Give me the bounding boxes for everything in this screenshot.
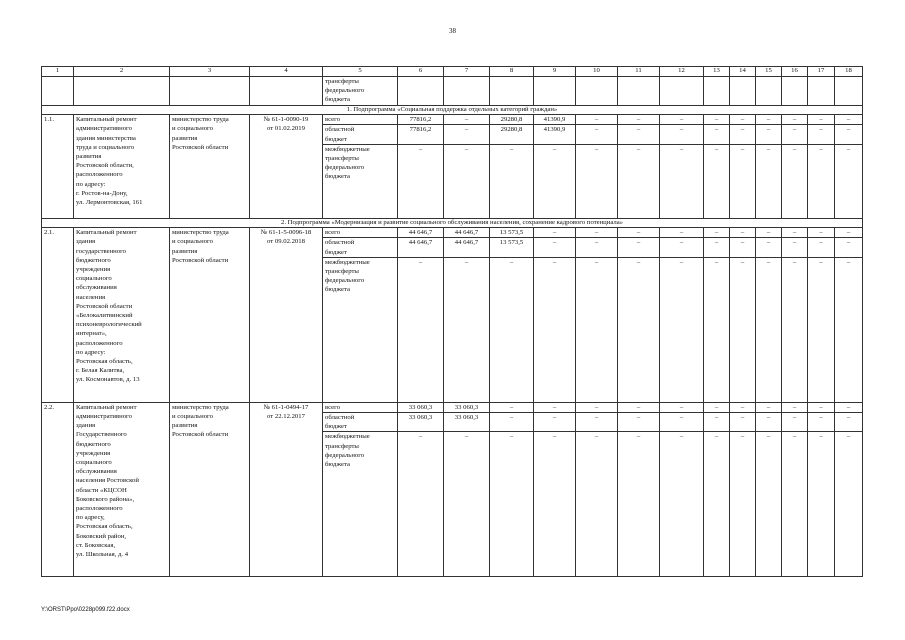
empty-cell — [490, 77, 534, 106]
cell-line: бюджетного — [76, 256, 111, 264]
file-path: Y:\ORST\Ppo\0228p099.f22.docx — [41, 607, 130, 613]
value-cell: – — [534, 413, 576, 432]
value-cell: – — [756, 115, 782, 125]
value-cell: – — [704, 238, 730, 257]
value-cell: – — [835, 402, 863, 412]
cell-line: развития — [172, 134, 198, 142]
value-cell: – — [576, 238, 618, 257]
column-number: 7 — [444, 67, 490, 77]
value-cell: – — [704, 115, 730, 125]
empty-cell — [782, 77, 808, 106]
column-number: 14 — [730, 67, 756, 77]
value-cell: – — [398, 257, 444, 402]
cell-line: расположенного — [76, 505, 123, 513]
value-cell: – — [704, 144, 730, 218]
object-name — [74, 115, 170, 219]
value-cell: – — [490, 432, 534, 577]
cell-line: обслуживания — [76, 284, 117, 292]
item-number: 2.1. — [42, 228, 74, 403]
value-cell: – — [444, 144, 490, 218]
value-cell: – — [576, 144, 618, 218]
cell-line: Капитальный ремонт — [76, 403, 137, 411]
value-cell: – — [660, 115, 704, 125]
value-cell: – — [444, 125, 490, 144]
empty-cell — [576, 77, 618, 106]
header-row — [42, 67, 863, 77]
cell-line: Капитальный ремонт — [76, 229, 137, 237]
cell-line: бюджета — [325, 286, 350, 294]
value-cell: – — [730, 144, 756, 218]
cell-line: социального — [76, 459, 112, 467]
value-cell: – — [576, 402, 618, 412]
cell-line: бюджет — [325, 248, 347, 256]
value-cell: – — [808, 144, 835, 218]
object-name — [74, 228, 170, 403]
item-number: 1.1. — [42, 115, 74, 219]
object-name — [74, 402, 170, 577]
executor — [170, 115, 250, 219]
value-cell: – — [490, 402, 534, 412]
object-row — [42, 115, 863, 125]
value-cell: – — [534, 402, 576, 412]
value-cell: – — [835, 115, 863, 125]
value-cell: – — [576, 115, 618, 125]
cell-line: трансферты — [325, 268, 359, 276]
cell-line: № 61-1-0494-17 — [263, 403, 309, 411]
empty-cell — [756, 77, 782, 106]
value-cell: – — [730, 125, 756, 144]
value-cell: – — [808, 257, 835, 402]
value-cell: – — [444, 115, 490, 125]
value-cell: 29280,8 — [490, 115, 534, 125]
page-number: 38 — [449, 27, 456, 35]
cell-line: областной — [325, 126, 355, 134]
cell-line: «Белокалитвинский — [76, 312, 133, 320]
cell-line: федерального — [325, 164, 365, 172]
empty-cell — [42, 77, 74, 106]
cell-line: межбюджетные — [325, 433, 370, 441]
cell-line: психоневрологический — [76, 321, 142, 329]
value-cell: 13 573,5 — [490, 228, 534, 238]
value-cell: – — [618, 432, 660, 577]
value-cell: – — [835, 228, 863, 238]
column-number: 18 — [835, 67, 863, 77]
cell-line: и социального — [172, 413, 213, 421]
cell-line: бюджета — [325, 96, 350, 104]
value-cell: – — [618, 402, 660, 412]
cell-line: расположенного — [76, 339, 123, 347]
column-number: 8 — [490, 67, 534, 77]
column-number: 5 — [323, 67, 398, 77]
empty-cell — [730, 77, 756, 106]
funding-source: всего — [323, 228, 398, 238]
value-cell: – — [704, 228, 730, 238]
cell-line: бюджет — [325, 135, 347, 143]
cell-line: областной — [325, 239, 355, 247]
cell-line: федерального — [325, 87, 365, 95]
cell-line: и социального — [172, 125, 213, 133]
value-cell: – — [808, 432, 835, 577]
cell-line: здания — [76, 238, 96, 246]
value-cell: – — [808, 125, 835, 144]
value-cell: 33 060,3 — [398, 402, 444, 412]
value-cell: – — [618, 228, 660, 238]
funding-source — [323, 125, 398, 144]
document-ref — [250, 115, 323, 219]
value-cell: – — [835, 238, 863, 257]
value-cell: – — [618, 413, 660, 432]
value-cell: 33 060,3 — [398, 413, 444, 432]
value-cell: – — [808, 238, 835, 257]
cell-line: развития — [76, 152, 102, 160]
cell-line: областной — [325, 414, 355, 422]
cell-line: межбюджетные — [325, 145, 370, 153]
cell-line: расположенного — [76, 171, 123, 179]
cell-line: труда и социального — [76, 143, 135, 151]
cell-line: развития — [172, 247, 198, 255]
empty-cell — [398, 77, 444, 106]
value-cell: – — [490, 257, 534, 402]
cell-line: Государственного — [76, 431, 127, 439]
value-cell: – — [782, 144, 808, 218]
cell-line: министерство труда — [172, 403, 229, 411]
cell-line: населения Ростовской — [76, 477, 139, 485]
subprogram-title: 2. Подпрограмма «Модернизация и развитие социального обслуживания населения, сохранение кадрового потенциала» — [42, 218, 863, 228]
executor — [170, 402, 250, 577]
value-cell: – — [534, 432, 576, 577]
value-cell: – — [704, 413, 730, 432]
cell-line: бюджет — [325, 423, 347, 431]
cell-line: ул. Школьная, д. 4 — [76, 551, 129, 559]
value-cell: – — [730, 257, 756, 402]
empty-cell — [835, 77, 863, 106]
value-cell: – — [808, 402, 835, 412]
value-cell: – — [782, 402, 808, 412]
value-cell: 13 573,5 — [490, 238, 534, 257]
value-cell: – — [835, 144, 863, 218]
value-cell: 33 060,3 — [444, 413, 490, 432]
subprogram-title: 1. Подпрограмма «Социальная поддержка отдельных категорий граждан» — [42, 105, 863, 115]
column-number: 12 — [660, 67, 704, 77]
value-cell: – — [756, 413, 782, 432]
value-cell: – — [618, 144, 660, 218]
value-cell: – — [808, 228, 835, 238]
column-number: 9 — [534, 67, 576, 77]
value-cell: – — [704, 432, 730, 577]
cell-line: бюджета — [325, 173, 350, 181]
value-cell: – — [660, 257, 704, 402]
empty-cell — [74, 77, 170, 106]
empty-cell — [660, 77, 704, 106]
value-cell: – — [782, 413, 808, 432]
value-cell: – — [534, 144, 576, 218]
value-cell: 44 646,7 — [398, 228, 444, 238]
cell-line: Ростовской области — [172, 256, 229, 264]
value-cell: – — [730, 432, 756, 577]
value-cell: – — [576, 432, 618, 577]
cell-line: № 61-1-0090-19 — [263, 116, 309, 124]
value-cell: – — [660, 144, 704, 218]
funding-source — [323, 432, 398, 577]
cell-line: по адресу: — [76, 180, 106, 188]
value-cell: – — [660, 402, 704, 412]
cell-line: Боковский район, — [76, 532, 127, 540]
value-cell: – — [782, 228, 808, 238]
value-cell: 77816,2 — [398, 125, 444, 144]
value-cell: 41390,9 — [534, 125, 576, 144]
value-cell: – — [618, 238, 660, 257]
value-cell: – — [444, 432, 490, 577]
cell-line: Капитальный ремонт — [76, 116, 137, 124]
column-number: 17 — [808, 67, 835, 77]
cell-line: № 61-1-5-0096-18 — [260, 229, 312, 237]
value-cell: – — [730, 228, 756, 238]
value-cell: – — [782, 115, 808, 125]
empty-cell — [704, 77, 730, 106]
executor — [170, 228, 250, 403]
value-cell: – — [782, 432, 808, 577]
program-table — [41, 66, 863, 577]
cell-line: обслуживания — [76, 468, 117, 476]
column-number: 16 — [782, 67, 808, 77]
empty-cell — [534, 77, 576, 106]
cell-line: федерального — [325, 451, 365, 459]
cell-line: трансферты — [325, 154, 359, 162]
empty-cell — [618, 77, 660, 106]
funding-source — [323, 413, 398, 432]
value-cell: – — [660, 125, 704, 144]
column-number: 3 — [170, 67, 250, 77]
funding-source: всего — [323, 115, 398, 125]
value-cell: 44 646,7 — [398, 238, 444, 257]
funding-source — [323, 77, 398, 106]
cell-line: социального — [76, 275, 112, 283]
value-cell: – — [835, 257, 863, 402]
cell-line: ул. Лермонтовская, 161 — [76, 198, 143, 206]
cell-line: административного — [76, 125, 132, 133]
value-cell: 41390,9 — [534, 115, 576, 125]
cell-line: министерство труда — [172, 116, 229, 124]
cell-line: по адресу: — [76, 348, 106, 356]
value-cell: – — [704, 402, 730, 412]
value-cell: – — [534, 257, 576, 402]
value-cell: – — [835, 432, 863, 577]
empty-cell — [808, 77, 835, 106]
funding-source — [323, 257, 398, 402]
value-cell: – — [730, 115, 756, 125]
value-cell: – — [398, 144, 444, 218]
value-cell: – — [490, 413, 534, 432]
cell-line: от 09.02.2018 — [267, 238, 305, 246]
cell-line: населения — [76, 293, 106, 301]
value-cell: – — [730, 402, 756, 412]
cell-line: учреждения — [76, 266, 111, 274]
cell-line: ст. Боковская, — [76, 541, 116, 549]
value-cell: – — [782, 238, 808, 257]
cell-line: административного — [76, 413, 132, 421]
funding-source — [323, 238, 398, 257]
cell-line: ул. Космонавтов, д. 13 — [76, 376, 140, 384]
column-number: 4 — [250, 67, 323, 77]
object-row — [42, 228, 863, 238]
continuation-row — [42, 77, 863, 106]
cell-line: бюджетного — [76, 440, 111, 448]
column-number: 10 — [576, 67, 618, 77]
subprogram-row — [42, 105, 863, 115]
document-ref — [250, 228, 323, 403]
funding-source: всего — [323, 402, 398, 412]
value-cell: – — [576, 228, 618, 238]
cell-line: учреждения — [76, 449, 111, 457]
cell-line: здания — [76, 422, 96, 430]
value-cell: – — [444, 257, 490, 402]
value-cell: 44 646,7 — [444, 238, 490, 257]
value-cell: – — [660, 228, 704, 238]
column-number: 13 — [704, 67, 730, 77]
item-number: 2.2. — [42, 402, 74, 577]
funding-source — [323, 144, 398, 218]
value-cell: 29280,8 — [490, 125, 534, 144]
cell-line: министерство труда — [172, 229, 229, 237]
cell-line: Ростовской области — [76, 302, 133, 310]
value-cell: – — [660, 238, 704, 257]
value-cell: – — [756, 238, 782, 257]
value-cell: – — [660, 432, 704, 577]
cell-line: от 22.12.2017 — [267, 413, 305, 421]
value-cell: – — [730, 413, 756, 432]
value-cell: – — [660, 413, 704, 432]
value-cell: – — [618, 257, 660, 402]
column-number: 1 — [42, 67, 74, 77]
value-cell: 44 646,7 — [444, 228, 490, 238]
value-cell: – — [534, 238, 576, 257]
cell-line: Ростовской области — [172, 143, 229, 151]
cell-line: области «КЦСОН — [76, 486, 127, 494]
empty-cell — [170, 77, 250, 106]
value-cell: – — [576, 257, 618, 402]
cell-line: развития — [172, 422, 198, 430]
column-number: 6 — [398, 67, 444, 77]
cell-line: трансферты — [325, 78, 359, 85]
column-number: 15 — [756, 67, 782, 77]
value-cell: – — [756, 144, 782, 218]
value-cell: – — [756, 432, 782, 577]
value-cell: – — [756, 402, 782, 412]
value-cell: – — [730, 238, 756, 257]
subprogram-row — [42, 218, 863, 228]
cell-line: Ростовская область, — [76, 523, 133, 531]
value-cell: – — [490, 144, 534, 218]
value-cell: – — [704, 257, 730, 402]
value-cell: 77816,2 — [398, 115, 444, 125]
column-number: 2 — [74, 67, 170, 77]
value-cell: – — [704, 125, 730, 144]
value-cell: – — [808, 115, 835, 125]
value-cell: – — [576, 125, 618, 144]
empty-cell — [444, 77, 490, 106]
cell-line: бюджета — [325, 461, 350, 469]
cell-line: г. Белая Калитва, — [76, 367, 125, 375]
value-cell: – — [756, 228, 782, 238]
value-cell: – — [618, 125, 660, 144]
value-cell: – — [534, 228, 576, 238]
value-cell: – — [756, 257, 782, 402]
value-cell: – — [782, 257, 808, 402]
cell-line: Ростовская область, — [76, 358, 133, 366]
value-cell: – — [576, 413, 618, 432]
cell-line: межбюджетные — [325, 258, 370, 266]
value-cell: 33 060,3 — [444, 402, 490, 412]
cell-line: и социального — [172, 238, 213, 246]
value-cell: – — [782, 125, 808, 144]
document-ref — [250, 402, 323, 577]
value-cell: – — [618, 115, 660, 125]
column-number: 11 — [618, 67, 660, 77]
cell-line: здания министерства — [76, 134, 136, 142]
cell-line: г. Ростов-на-Дону, — [76, 189, 128, 197]
value-cell: – — [398, 432, 444, 577]
cell-line: трансферты — [325, 442, 359, 450]
cell-line: Ростовской области, — [76, 162, 134, 170]
value-cell: – — [835, 125, 863, 144]
empty-cell — [250, 77, 323, 106]
cell-line: федерального — [325, 277, 365, 285]
value-cell: – — [835, 413, 863, 432]
cell-line: по адресу, — [76, 514, 105, 522]
object-row — [42, 402, 863, 412]
cell-line: Ростовской области — [172, 431, 229, 439]
cell-line: интернат», — [76, 330, 107, 338]
cell-line: от 01.02.2019 — [267, 125, 305, 133]
value-cell: – — [808, 413, 835, 432]
cell-line: Боковского района», — [76, 495, 135, 503]
value-cell: – — [756, 125, 782, 144]
cell-line: государственного — [76, 247, 127, 255]
